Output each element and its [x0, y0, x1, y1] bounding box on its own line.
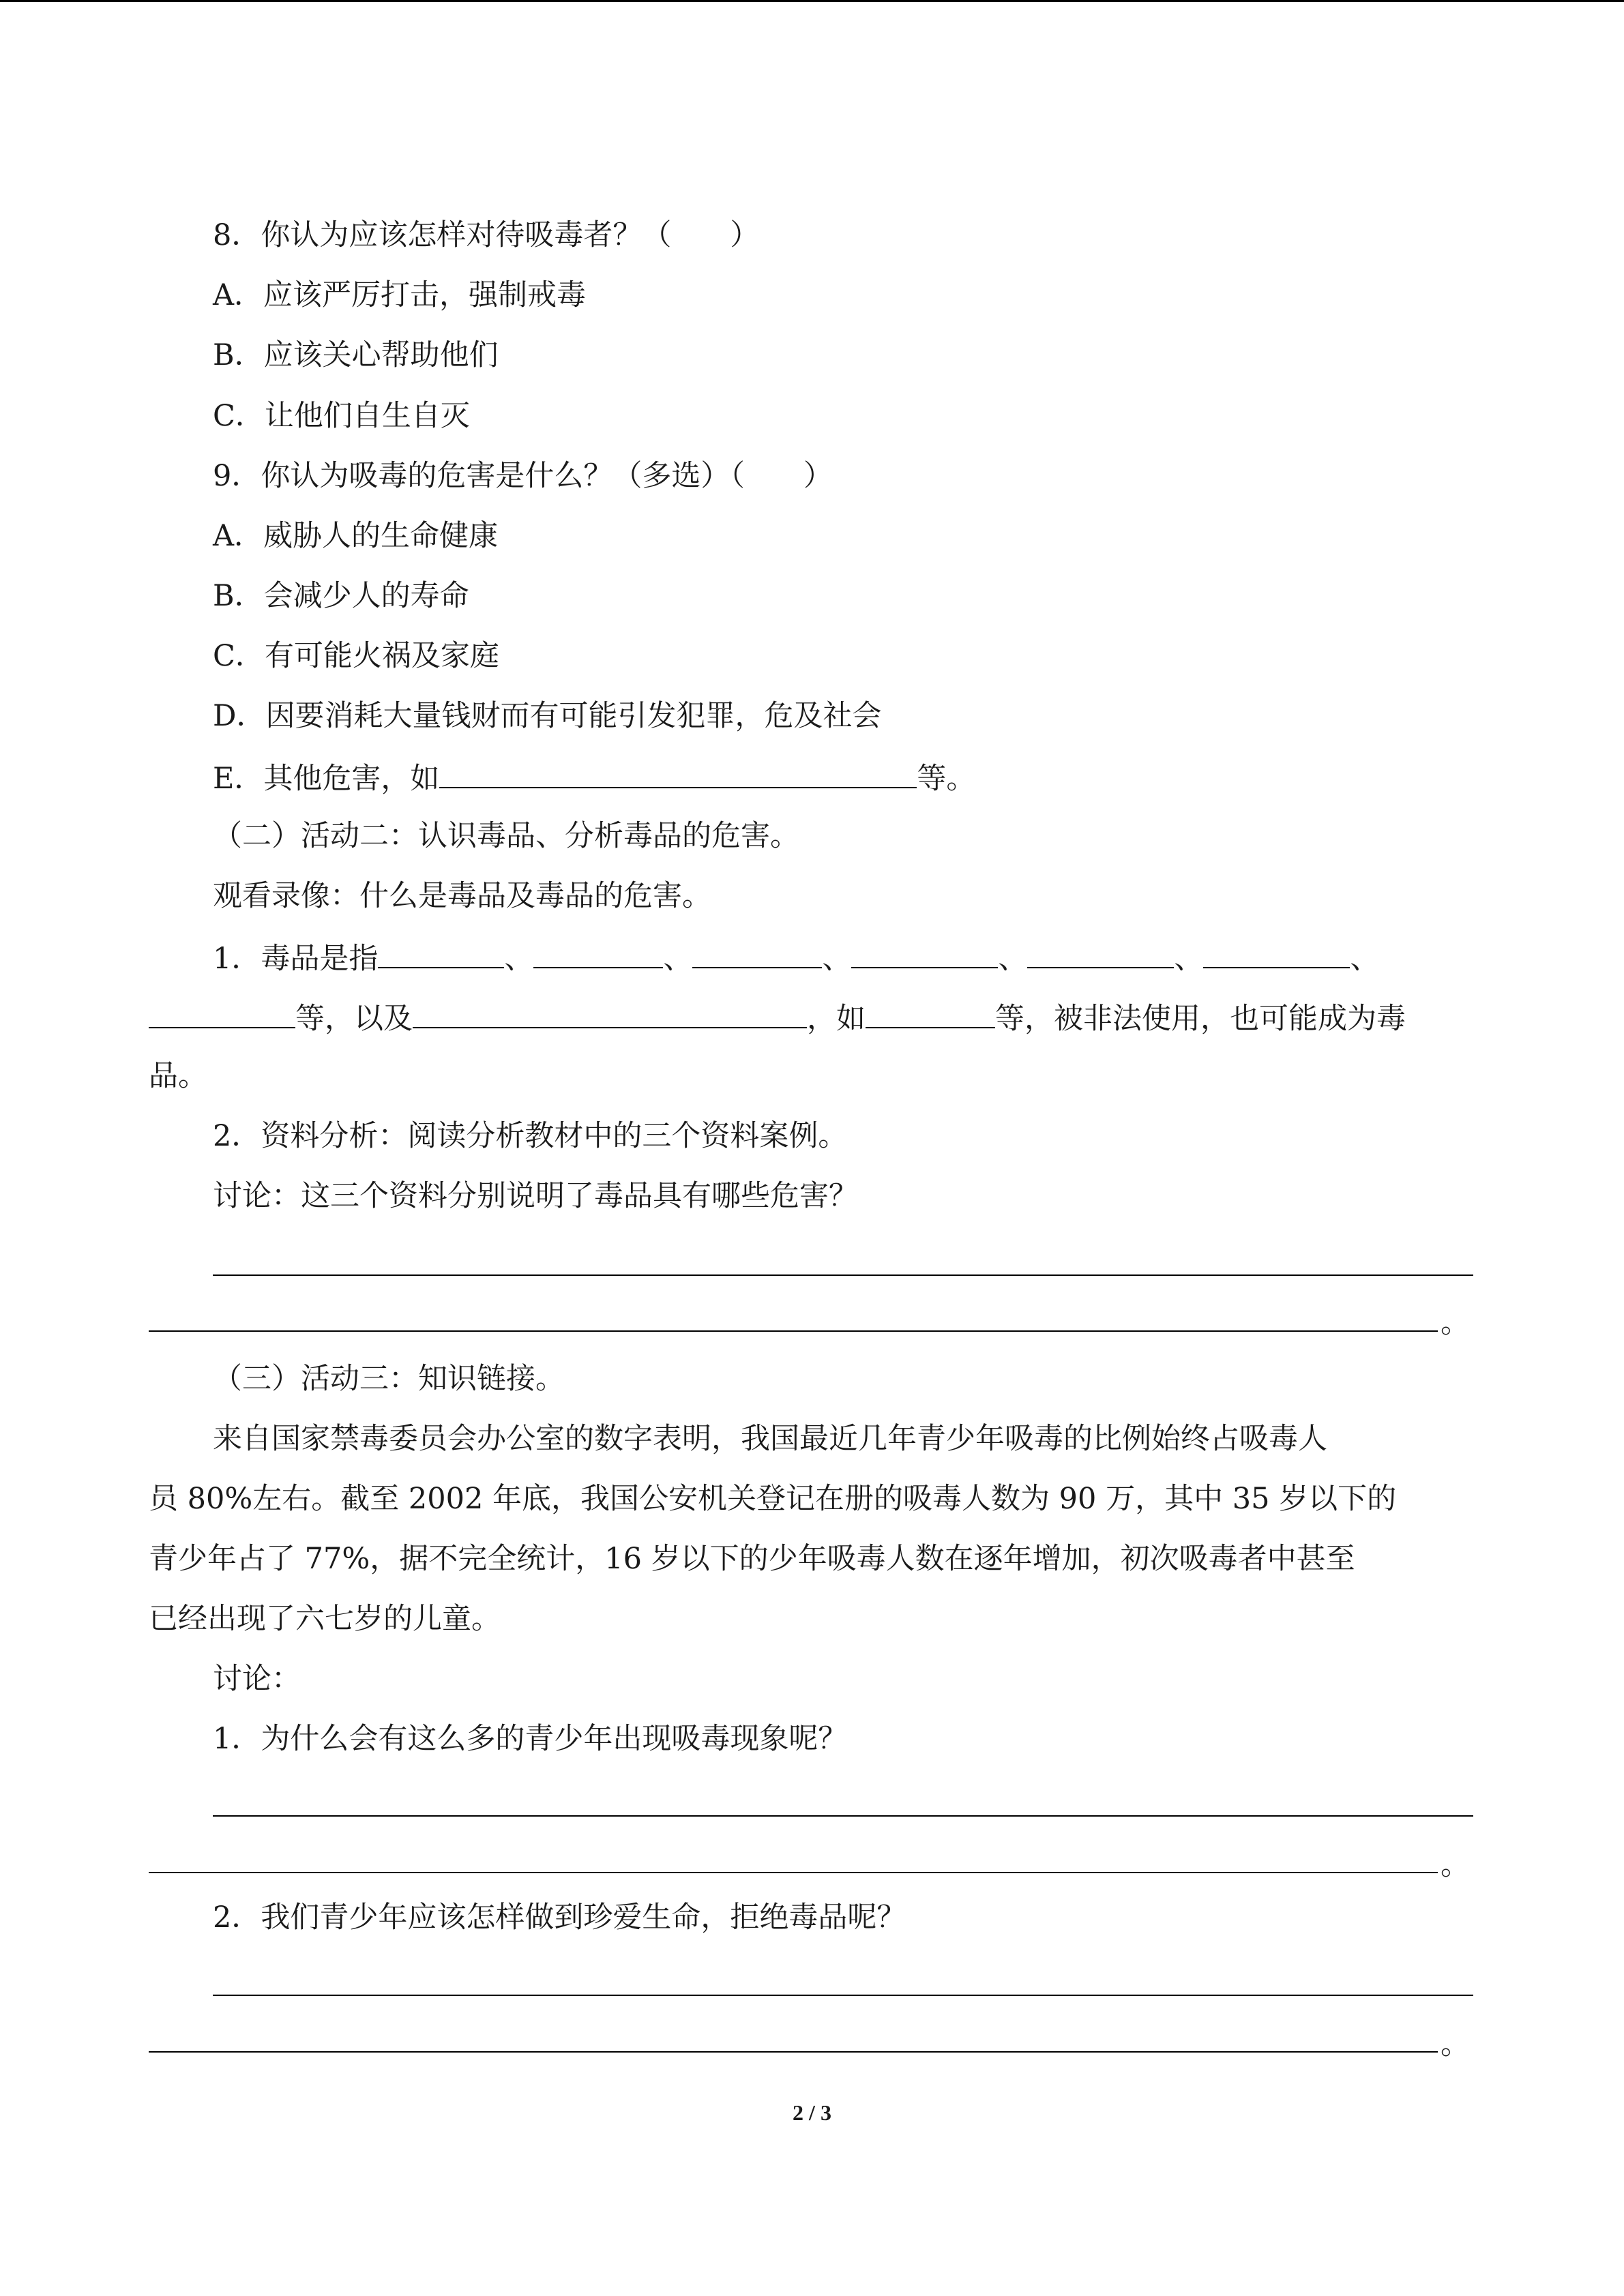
separator: 、	[1174, 942, 1204, 976]
activity3-question-1: 1．为什么会有这么多的青少年出现吸毒现象呢？	[213, 1722, 848, 1756]
drug-blank-7[interactable]	[149, 996, 295, 1028]
answer-line[interactable]	[213, 1995, 1473, 1996]
q9-option-b: B．会减少人的寿命	[213, 579, 469, 613]
activity3-para-line2: 员 80%左右。截至 2002 年底，我国公安机关登记在册的吸毒人数为 90 万，其中 35 岁以下的	[149, 1482, 1397, 1516]
activity3-para-line3: 青少年占了 77%，据不完全统计，16 岁以下的少年吸毒人数在逐年增加，初次吸毒者中甚至	[149, 1542, 1355, 1576]
separator: 、	[663, 942, 693, 976]
q9-option-e-suffix: 等。	[917, 762, 976, 796]
answer-end-period: 。	[1441, 1306, 1470, 1340]
item1-prefix: 1．毒品是指	[213, 942, 379, 976]
activity3-para-line1: 来自国家禁毒委员会办公室的数字表明，我国最近几年青少年吸毒的比例始终占吸毒人	[213, 1422, 1327, 1456]
drug-blank-6[interactable]	[1203, 936, 1350, 968]
answer-line[interactable]	[213, 1274, 1473, 1276]
separator: 、	[822, 942, 852, 976]
drug-blank-8[interactable]	[413, 996, 807, 1028]
activity2-item1-line3: 品。	[149, 1059, 207, 1093]
page-number: 2 / 3	[793, 2100, 831, 2125]
activity2-discussion: 讨论：这三个资料分别说明了毒品具有哪些危害？	[213, 1179, 858, 1213]
drug-blank-2[interactable]	[533, 936, 663, 968]
separator: 、	[504, 942, 534, 976]
activity3-discussion-label: 讨论：	[213, 1662, 301, 1696]
q9-option-a: A．威胁人的生命健康	[213, 519, 499, 553]
drug-blank-5[interactable]	[1027, 936, 1174, 968]
answer-line[interactable]	[149, 2051, 1438, 2053]
activity3-question-2: 2．我们青少年应该怎样做到珍爱生命，拒绝毒品呢？	[213, 1900, 906, 1935]
answer-line[interactable]	[149, 1330, 1438, 1332]
drug-blank-4[interactable]	[851, 936, 998, 968]
q9-option-c: C．有可能火祸及家庭	[213, 639, 499, 673]
answer-end-period: 。	[1441, 1848, 1470, 1882]
separator: 、	[1350, 942, 1380, 976]
q9-question: 9．你认为吸毒的危害是什么？（多选）（ ）	[213, 459, 833, 493]
activity2-item1-line1	[213, 936, 1379, 979]
drug-blank-1[interactable]	[378, 936, 504, 968]
q8-option-c: C．让他们自生自灭	[213, 399, 470, 433]
q8-option-a: A．应该严厉打击，强制戒毒	[213, 278, 587, 312]
activity2-item1-line2	[149, 996, 1406, 1039]
q8-option-b: B．应该关心帮助他们	[213, 338, 499, 372]
top-border	[0, 0, 1624, 2]
item1-text-b: ，如	[807, 1002, 866, 1036]
q9-option-d: D．因要消耗大量钱财而有可能引发犯罪，危及社会	[213, 699, 882, 733]
answer-line[interactable]	[149, 1872, 1438, 1873]
activity2-intro: 观看录像：什么是毒品及毒品的危害。	[213, 879, 711, 913]
drug-blank-3[interactable]	[692, 936, 822, 968]
activity2-item2: 2．资料分析：阅读分析教材中的三个资料案例。	[213, 1119, 848, 1153]
activity3-para-line4: 已经出现了六七岁的儿童。	[149, 1602, 501, 1636]
q8-question: 8．你认为应该怎样对待吸毒者？（ ）	[213, 218, 760, 252]
item1-text-c: 等，被非法使用，也可能成为毒	[995, 1002, 1406, 1036]
item1-text-a: 等，以及	[295, 1002, 413, 1036]
answer-line[interactable]	[213, 1815, 1473, 1817]
activity2-heading: （二）活动二：认识毒品、分析毒品的危害。	[213, 819, 799, 853]
answer-end-period: 。	[1441, 2027, 1470, 2061]
activity3-heading: （三）活动三：知识链接。	[213, 1362, 565, 1396]
drug-blank-9[interactable]	[866, 996, 995, 1028]
q9-option-e-blank[interactable]	[439, 756, 917, 788]
separator: 、	[998, 942, 1028, 976]
q9-option-e	[213, 756, 975, 799]
q9-option-e-prefix: E．其他危害，如	[213, 762, 440, 796]
